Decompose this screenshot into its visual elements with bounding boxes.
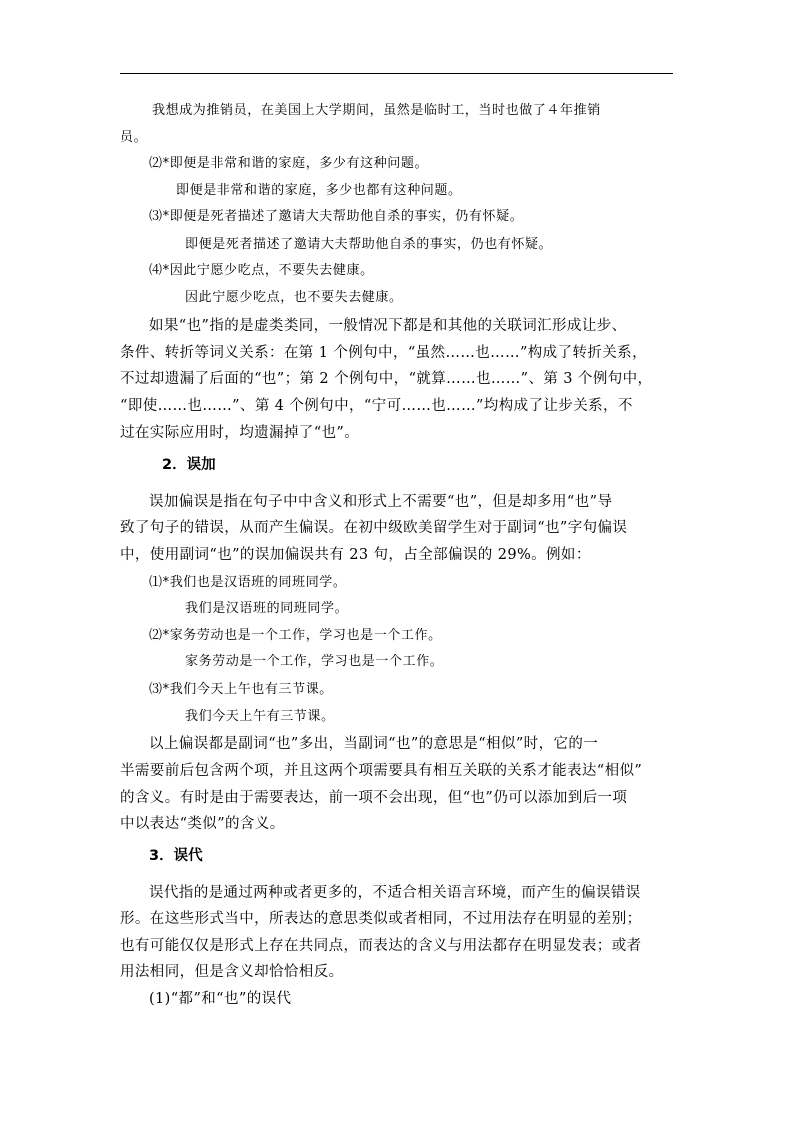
paragraph-line: 的含义。有时是由于需要表达，前一项不会出现，但“也”仍可以添加到后一项 bbox=[120, 790, 628, 806]
paragraph-line: 不过却遗漏了后面的“也”；第 2 个例句中，“就算……也……”、第 3 个例句中， bbox=[120, 371, 653, 387]
paragraph-line: 误加偏误是指在句子中中含义和形式上不需要“也”，但是却多用“也”导 bbox=[149, 494, 613, 510]
example-wrong: ⑶*即便是死者描述了邀请大夫帮助他自杀的事实，仍有怀疑。 bbox=[149, 209, 524, 224]
example-wrong: ⑵*家务劳动也是一个工作，学习也是一个工作。 bbox=[149, 628, 442, 643]
paragraph-line: 误代指的是通过两种或者更多的，不适合相关语言环境，而产生的偏误错误 bbox=[149, 885, 641, 901]
example-correct: 因此宁愿少吃点，也不要失去健康。 bbox=[185, 290, 403, 305]
paragraph-line: 过在实际应用时，均遗漏掉了“也”。 bbox=[120, 425, 360, 441]
paragraph-line: 也有可能仅仅是形式上存在共同点，而表达的含义与用法都存在明显发表；或者 bbox=[120, 938, 642, 954]
subsection-heading: (1)“都”和“也”的误代 bbox=[149, 991, 292, 1007]
example-correct: 我们今天上午有三节课。 bbox=[185, 709, 335, 724]
paragraph-line: 以上偏误都是副词“也”多出，当副词“也”的意思是“相似”时，它的一 bbox=[149, 736, 599, 752]
example-correct: 即便是死者描述了邀请大夫帮助他自杀的事实，仍也有怀疑。 bbox=[185, 237, 553, 252]
example-wrong: ⑵*即便是非常和谐的家庭，多少有这种问题。 bbox=[149, 156, 429, 171]
example-correct: 家务劳动是一个工作，学习也是一个工作。 bbox=[185, 654, 444, 669]
section-heading: 2．误加 bbox=[162, 457, 216, 473]
example-wrong: ⑶*我们今天上午也有三节课。 bbox=[149, 682, 333, 697]
paragraph-line: 条件、转折等词义关系：在第 1 个例句中，“虽然……也……”构成了转折关系， bbox=[120, 345, 647, 361]
paragraph-line: 致了句子的错误，从而产生偏误。在初中级欧美留学生对于副词“也”字句偏误 bbox=[120, 520, 628, 536]
example-line: 员。 bbox=[120, 130, 148, 145]
example-line: 我想成为推销员，在美国上大学期间，虽然是临时工，当时也做了４年推销 bbox=[152, 103, 601, 118]
paragraph-line: 中，使用副词“也”的误加偏误共有 23 句，占全部偏误的 29%。例如： bbox=[120, 547, 591, 563]
section-heading: 3．误代 bbox=[149, 848, 203, 864]
example-correct: 我们是汉语班的同班同学。 bbox=[185, 601, 349, 616]
paragraph-line: “即使……也……”、第 4 个例句中，“宁可……也……”均构成了让步关系，不 bbox=[120, 398, 633, 414]
example-wrong: ⑷*因此宁愿少吃点，不要失去健康。 bbox=[149, 263, 374, 278]
paragraph-line: 中以表达“类似”的含义。 bbox=[120, 816, 285, 832]
paragraph-line: 如果“也”指的是虚类类同，一般情况下都是和其他的关联词汇形成让步、 bbox=[149, 318, 627, 334]
paragraph-line: 形。在这些形式当中，所表达的意思类似或者相同，不过用法存在明显的差别； bbox=[120, 911, 642, 927]
paragraph-line: 半需要前后包含两个项，并且这两个项需要具有相互关联的关系才能表达“相似” bbox=[120, 763, 643, 779]
example-correct: 即便是非常和谐的家庭，多少也都有这种问题。 bbox=[176, 183, 462, 198]
example-wrong: ⑴*我们也是汉语班的同班同学。 bbox=[149, 575, 347, 590]
paragraph-line: 用法相同，但是含义却恰恰相反。 bbox=[120, 964, 344, 980]
header-rule bbox=[120, 73, 673, 74]
